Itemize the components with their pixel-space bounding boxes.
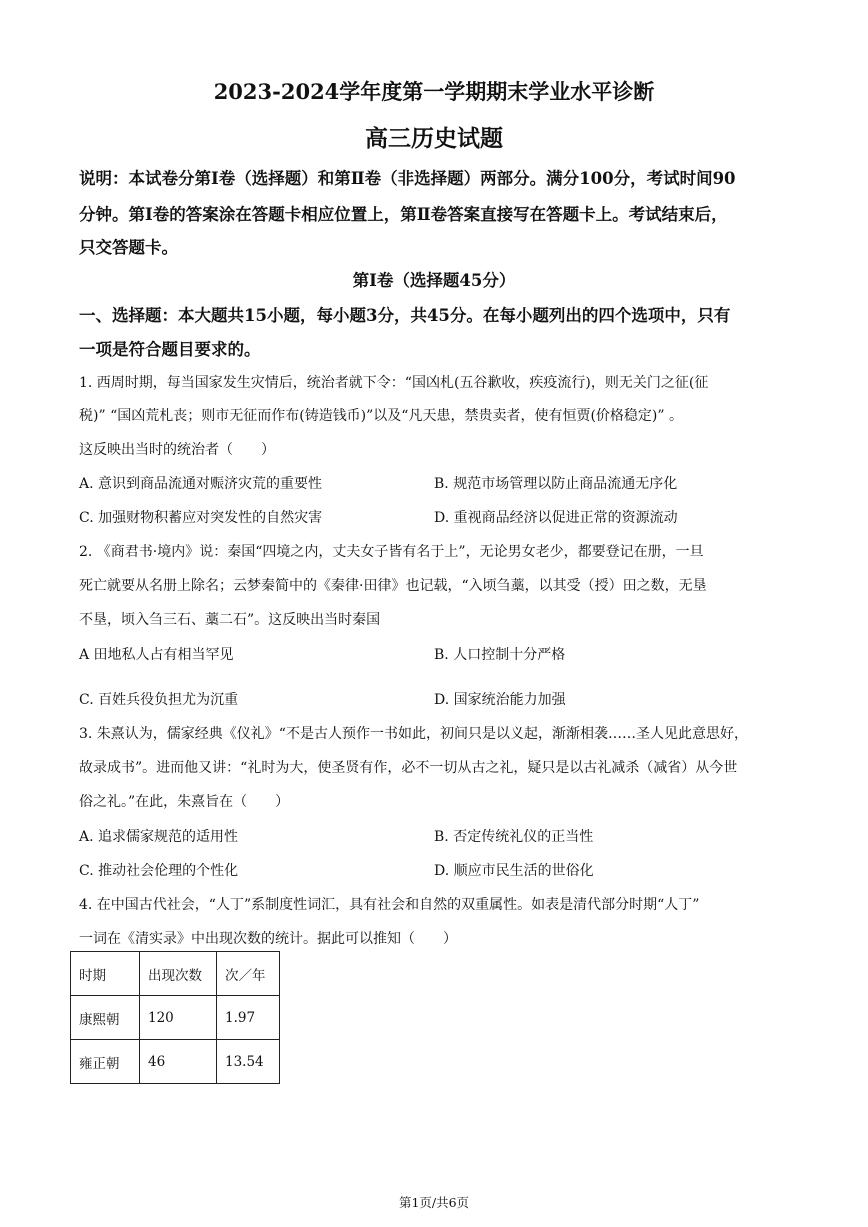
question-4-stem: 一词在《清实录》中出现次数的统计。据此可以推知（ ） [79,931,457,947]
exam-subtitle: 高三历史试题 [365,125,503,152]
question-1-stem: 1. 西周时期，每当国家发生灾情后，统治者就下令：“国凶札(五谷歉收，疾疫流行)，则无关门之征(征 [79,375,709,391]
question-4-stem: 4. 在中国古代社会，“人丁”系制度性词汇，具有社会和自然的双重属性。如表是清代部分时期“人丁” [79,897,700,913]
table-header-cell: 时期 [71,952,140,996]
question-2-option-c[interactable]: C. 百姓兵役负担尤为沉重 [79,692,239,708]
table-row [71,996,280,1040]
question-3-option-a[interactable]: A. 追求儒家规范的适用性 [79,829,239,845]
question-3-stem: 故录成书”。进而他又讲：“礼时为大，使圣贤有作，必不一切从古之礼，疑只是以古礼减杀（减省）从今世 [79,760,738,776]
instructions-line: 说明：本试卷分第Ⅰ卷（选择题）和第Ⅱ卷（非选择题）两部分。满分100分，考试时间90 [79,169,736,188]
table-cell: 1.97 [217,996,280,1040]
section-title: 第Ⅰ卷（选择题45分） [352,271,516,290]
rending-stats-table [70,951,280,1084]
question-2-option-d[interactable]: D. 国家统治能力加强 [434,692,566,708]
question-3-option-d[interactable]: D. 顺应市民生活的世俗化 [434,863,594,879]
table-cell: 康熙朝 [71,996,140,1040]
question-2-option-a[interactable]: A 田地私人占有相当罕见 [79,647,234,663]
table-cell: 雍正朝 [71,1040,140,1084]
table-row [71,1040,280,1084]
question-2-stem: 死亡就要从名册上除名；云梦秦简中的《秦律·田律》也记载，“入顷刍藁，以其受（授）田之数，无垦 [79,578,707,594]
table-header-cell: 次／年 [217,952,280,996]
question-2-stem: 不垦，顷入刍三石、藁二石”。这反映出当时秦国 [79,612,381,628]
question-2-option-b[interactable]: B. 人口控制十分严格 [434,647,566,663]
question-1-option-d[interactable]: D. 重视商品经济以促进正常的资源流动 [434,510,678,526]
instructions-line: 分钟。第Ⅰ卷的答案涂在答题卡相应位置上，第Ⅱ卷答案直接写在答题卡上。考试结束后， [79,205,728,224]
part-intro-line: 一项是符合题目要求的。 [79,340,261,359]
question-1-option-c[interactable]: C. 加强财物积蓄应对突发性的自然灾害 [79,510,323,526]
question-3-option-c[interactable]: C. 推动社会伦理的个性化 [79,863,239,879]
question-1-option-a[interactable]: A. 意识到商品流通对赈济灾荒的重要性 [79,476,323,492]
table-cell: 13.54 [217,1040,280,1084]
question-2-stem: 2. 《商君书·境内》说：秦国“四境之内，丈夫女子皆有名于上”，无论男女老少，都要登记在册，一旦 [79,544,704,560]
question-3-stem: 俗之礼。”在此，朱熹旨在（ ） [79,794,290,810]
table-cell: 46 [140,1040,217,1084]
table-cell: 120 [140,996,217,1040]
question-1-stem: 这反映出当时的统治者（ ） [79,442,275,458]
question-3-option-b[interactable]: B. 否定传统礼仪的正当性 [434,829,594,845]
instructions-line: 只交答题卡。 [79,238,178,257]
question-1-option-b[interactable]: B. 规范市场管理以防止商品流通无序化 [434,476,678,492]
page-number-footer: 第1页/共6页 [398,1195,470,1210]
exam-title: 2023-2024学年度第一学期期末学业水平诊断 [213,79,655,104]
question-3-stem: 3. 朱熹认为，儒家经典《仪礼》“不是古人预作一书如此，初间只是以义起，渐渐相袭……圣人见此意思好， [79,726,748,742]
table-header-row [71,952,280,996]
table-header-cell: 出现次数 [140,952,217,996]
question-1-stem: 税)” “国凶荒札丧；则市无征而作布(铸造钱币)”以及“凡天患，禁贵卖者，使有恒贾(价格稳定)” 。 [79,408,683,424]
part-intro-line: 一、选择题：本大题共15小题，每小题3分，共45分。在每小题列出的四个选项中，只有 [79,306,731,325]
